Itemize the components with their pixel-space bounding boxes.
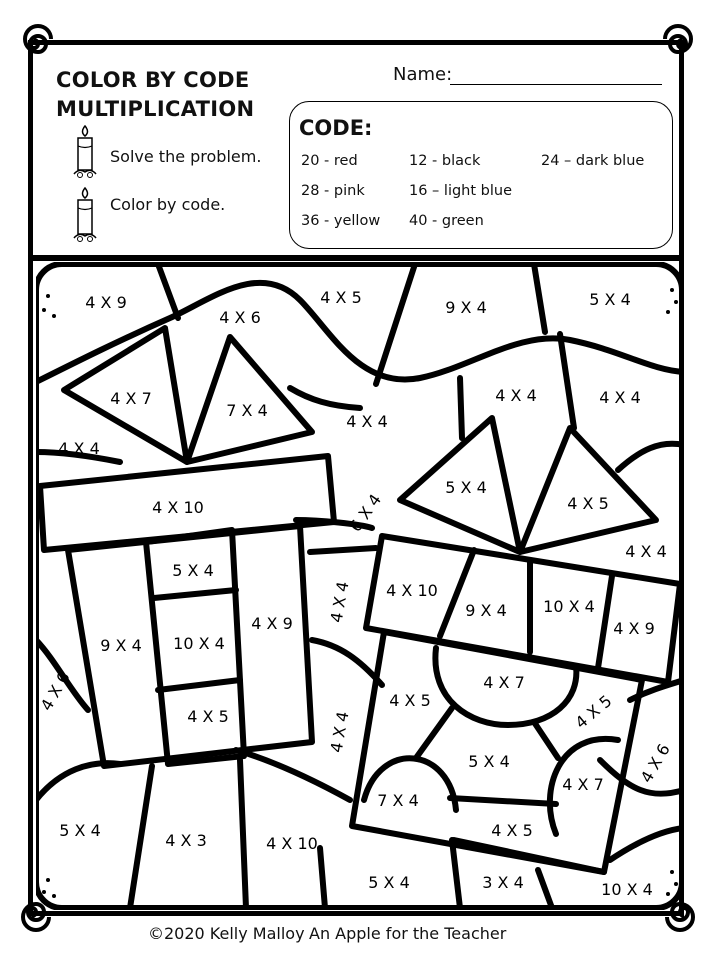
problem-label: 4 X 9 <box>85 293 127 312</box>
code-title: CODE: <box>299 116 373 140</box>
instruction-color: Color by code. <box>110 195 226 214</box>
problem-label: 9 X 4 <box>100 636 142 655</box>
bg-line <box>560 334 574 428</box>
code-item: 16 – light blue <box>409 183 513 199</box>
problem-label: 5 X 4 <box>589 290 631 309</box>
bg-curve <box>290 388 360 408</box>
problem-label: 4 X 4 <box>58 439 100 458</box>
problem-label: 3 X 4 <box>482 873 524 892</box>
problem-label: 4 X 5 <box>187 707 229 726</box>
bg-line <box>130 766 152 908</box>
code-item: 24 – dark blue <box>541 153 645 169</box>
problem-label: 4 X 7 <box>562 775 604 794</box>
problem-label: 9 X 4 <box>465 601 507 620</box>
problem-label: 4 X 6 <box>219 308 261 327</box>
footer-copyright: ©2020 Kelly Malloy <box>148 924 305 943</box>
code-item: 20 - red <box>301 153 358 169</box>
problem-label: 4 X 3 <box>165 831 207 850</box>
right-bow-right <box>520 428 656 552</box>
left-ribbon-div <box>154 590 236 598</box>
problem-label: 4 X 4 <box>326 579 353 625</box>
problem-label: 4 X 5 <box>491 821 533 840</box>
footer-brand: An Apple for the Teacher <box>309 924 507 943</box>
problem-label: 4 X 5 <box>567 494 609 513</box>
problem-label: 4 X 10 <box>266 834 318 853</box>
problem-label: 4 X 6 <box>636 740 674 786</box>
right-box-line <box>534 722 558 758</box>
problem-label: 7 X 4 <box>226 401 268 420</box>
problem-label: 4 X 6 <box>36 668 74 714</box>
instruction-solve: Solve the problem. <box>110 147 262 166</box>
name-label: Name: <box>393 64 453 85</box>
problem-label: 4 X 10 <box>152 498 204 517</box>
problem-label: 4 X 10 <box>386 581 438 600</box>
problem-label: 4 X 5 <box>571 691 616 733</box>
title-line-2: MULTIPLICATION <box>56 97 255 121</box>
problem-label: 4 X 7 <box>483 673 525 692</box>
bg-curve <box>460 378 462 438</box>
problem-label: 4 X 4 <box>346 412 388 431</box>
problem-label: 4 X 4 <box>625 542 667 561</box>
problem-label: 4 X 9 <box>251 614 293 633</box>
problem-label: 10 X 4 <box>173 634 225 653</box>
bg-line <box>240 760 246 908</box>
problem-label: 4 X 5 <box>320 288 362 307</box>
bg-curve <box>310 548 376 552</box>
code-item: 28 - pink <box>301 183 365 199</box>
decorative-dots <box>42 288 678 898</box>
problem-label: 4 X 9 <box>613 619 655 638</box>
right-box-line <box>454 840 604 872</box>
right-box-line <box>416 708 452 758</box>
bg-curve <box>312 640 382 685</box>
bg-curve <box>236 750 350 800</box>
problem-label: 4 X 5 <box>389 691 431 710</box>
right-lid-div <box>598 576 612 668</box>
bg-line <box>452 840 460 908</box>
right-box-line <box>450 798 556 804</box>
problem-label: 5 X 4 <box>468 752 510 771</box>
code-item: 36 - yellow <box>301 213 381 229</box>
right-lid-div <box>440 550 474 636</box>
code-item: 12 - black <box>409 153 481 169</box>
problem-label: 4 X 4 <box>495 386 537 405</box>
bg-curve <box>610 828 684 860</box>
problem-label: 9 X 4 <box>445 298 487 317</box>
problem-label: 6 X 4 <box>345 490 386 536</box>
bg-line <box>376 264 415 384</box>
bg-curve <box>36 763 120 800</box>
bg-line <box>534 264 545 332</box>
problem-label: 7 X 4 <box>377 791 419 810</box>
problem-label: 5 X 4 <box>368 873 410 892</box>
bg-line <box>320 848 325 908</box>
bg-line <box>158 264 178 318</box>
title-line-1: COLOR BY CODE <box>56 68 250 92</box>
bg-curve <box>618 444 684 470</box>
left-ribbon-div <box>158 680 240 690</box>
bg-line <box>538 870 552 908</box>
problem-label: 5 X 4 <box>172 561 214 580</box>
problem-label: 5 X 4 <box>59 821 101 840</box>
problem-label: 4 X 4 <box>326 709 353 755</box>
problem-label: 10 X 4 <box>601 880 653 899</box>
code-item: 40 - green <box>409 213 484 229</box>
problem-label: 4 X 7 <box>110 389 152 408</box>
left-bow-right <box>187 337 312 462</box>
problem-label: 10 X 4 <box>543 597 595 616</box>
problem-label: 5 X 4 <box>445 478 487 497</box>
problem-label: 4 X 4 <box>599 388 641 407</box>
